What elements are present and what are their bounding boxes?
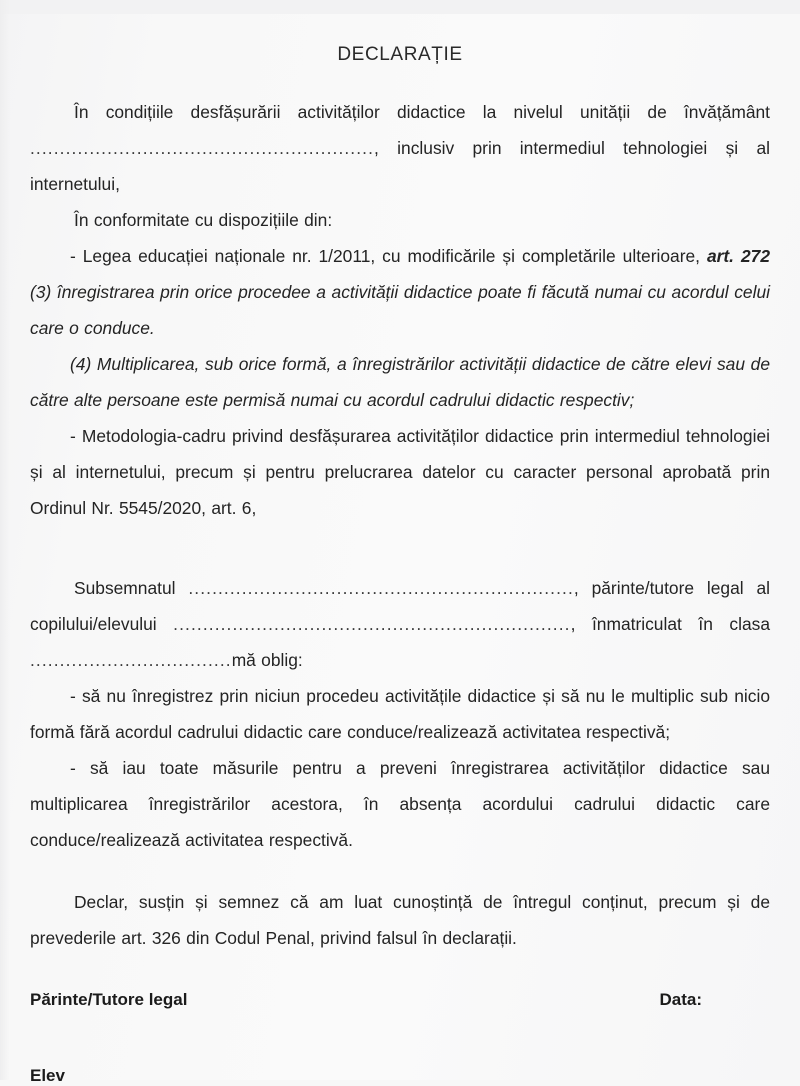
obligatie-1-text: - să nu înregistrez prin niciun procedeu activitățile didactice și să nu le multiplic sub nicio formă fără acordul cadrului didactic care conduce/realizează activitatea respectivă;: [30, 686, 770, 742]
metodologia-text: - Metodologia-cadru privind desfășurarea activităților didactice prin intermediul tehnologiei și al internetului, precum și pentru prelucrarea datelor cu caracter personal aprobată prin Ordinul Nr. 5545/2020, art. 6,: [30, 426, 770, 518]
paragraph-obligatie-1: [30, 678, 770, 750]
declaratie-finala-text: Declar, susțin și semnez că am luat cunoștință de întregul conținut, precum și de prevederile art. 326 din Codul Penal, privind falsul în declarații.: [30, 892, 770, 948]
scan-edge-left: [0, 0, 10, 1080]
page-title: DECLARAȚIE: [337, 44, 463, 65]
legea-text-lead: - Legea educației naționale nr. 1/2011, cu modificările și completările ulterioare,: [70, 246, 707, 266]
paragraph-conformitate: [30, 202, 770, 238]
subsemnatul-clasa-text: , înmatriculat în clasa: [570, 614, 770, 634]
section-spacer-declar: [30, 858, 770, 884]
paragraph-legea-educatiei: [30, 238, 770, 346]
conformitate-text: În conformitate cu dispozițiile din:: [74, 210, 333, 230]
obligatie-2-text: - să iau toate măsurile pentru a preveni înregistrarea activităților didactice sau multiplicarea înregistrărilor acestora, în absența acordului cadrului didactic care conduce/realizează activitatea respectivă.: [30, 758, 770, 850]
paragraph-intro: [30, 94, 770, 202]
alineat-4-text: (4) Multiplicarea, sub orice formă, a înregistrărilor activității didactice de către elevi sau de către alte persoane este permisă numai cu acordul cadrului didactic respectiv;: [30, 354, 770, 410]
document-body: [0, 94, 800, 956]
paragraph-declaratie-finala: [30, 884, 770, 956]
paragraph-metodologia-cadru: [30, 418, 770, 526]
fill-line-nume-elev[interactable]: ...................................................................: [173, 614, 571, 634]
legea-articol-reference: art. 272: [706, 246, 770, 266]
signature-row-parinte: [0, 990, 800, 1010]
subsemnatul-ma-oblig: mă oblig:: [231, 650, 303, 670]
intro-text-lead: În condițiile desfășurării activităților didactice la nivelul unității de învățământ: [74, 102, 770, 122]
subsemnatul-calitate-text: , părinte/tutore legal al copilului/elevului: [30, 578, 770, 634]
signature-row-elev: [0, 1066, 800, 1086]
signature-gap: [0, 1010, 800, 1066]
signature-label-elev: Elev: [30, 1066, 65, 1085]
fill-line-clasa[interactable]: ..................................: [30, 650, 232, 670]
fill-line-scoala[interactable]: ..........................................................: [30, 138, 375, 158]
legea-citation-text: (3) înregistrarea prin orice procedee a activității didactice poate fi făcută numai cu acordul celui care o conduce.: [30, 282, 770, 338]
title-spacer: [0, 66, 800, 94]
scan-edge-top: [0, 0, 800, 14]
signature-label-parinte: Părinte/Tutore legal: [30, 990, 188, 1009]
section-spacer-subsemnatul: [30, 526, 770, 570]
signature-block-spacer: [0, 956, 800, 990]
subsemnatul-label: Subsemnatul: [74, 578, 189, 598]
paragraph-subsemnatul: [30, 570, 770, 678]
paragraph-obligatie-2: [30, 750, 770, 858]
intro-text-tail: , inclusiv prin intermediul tehnologiei și al internetului,: [30, 138, 770, 194]
fill-line-nume-parinte[interactable]: .................................................................: [188, 578, 574, 598]
paragraph-alineat-4: [30, 346, 770, 418]
signature-label-data: Data:: [659, 990, 702, 1009]
